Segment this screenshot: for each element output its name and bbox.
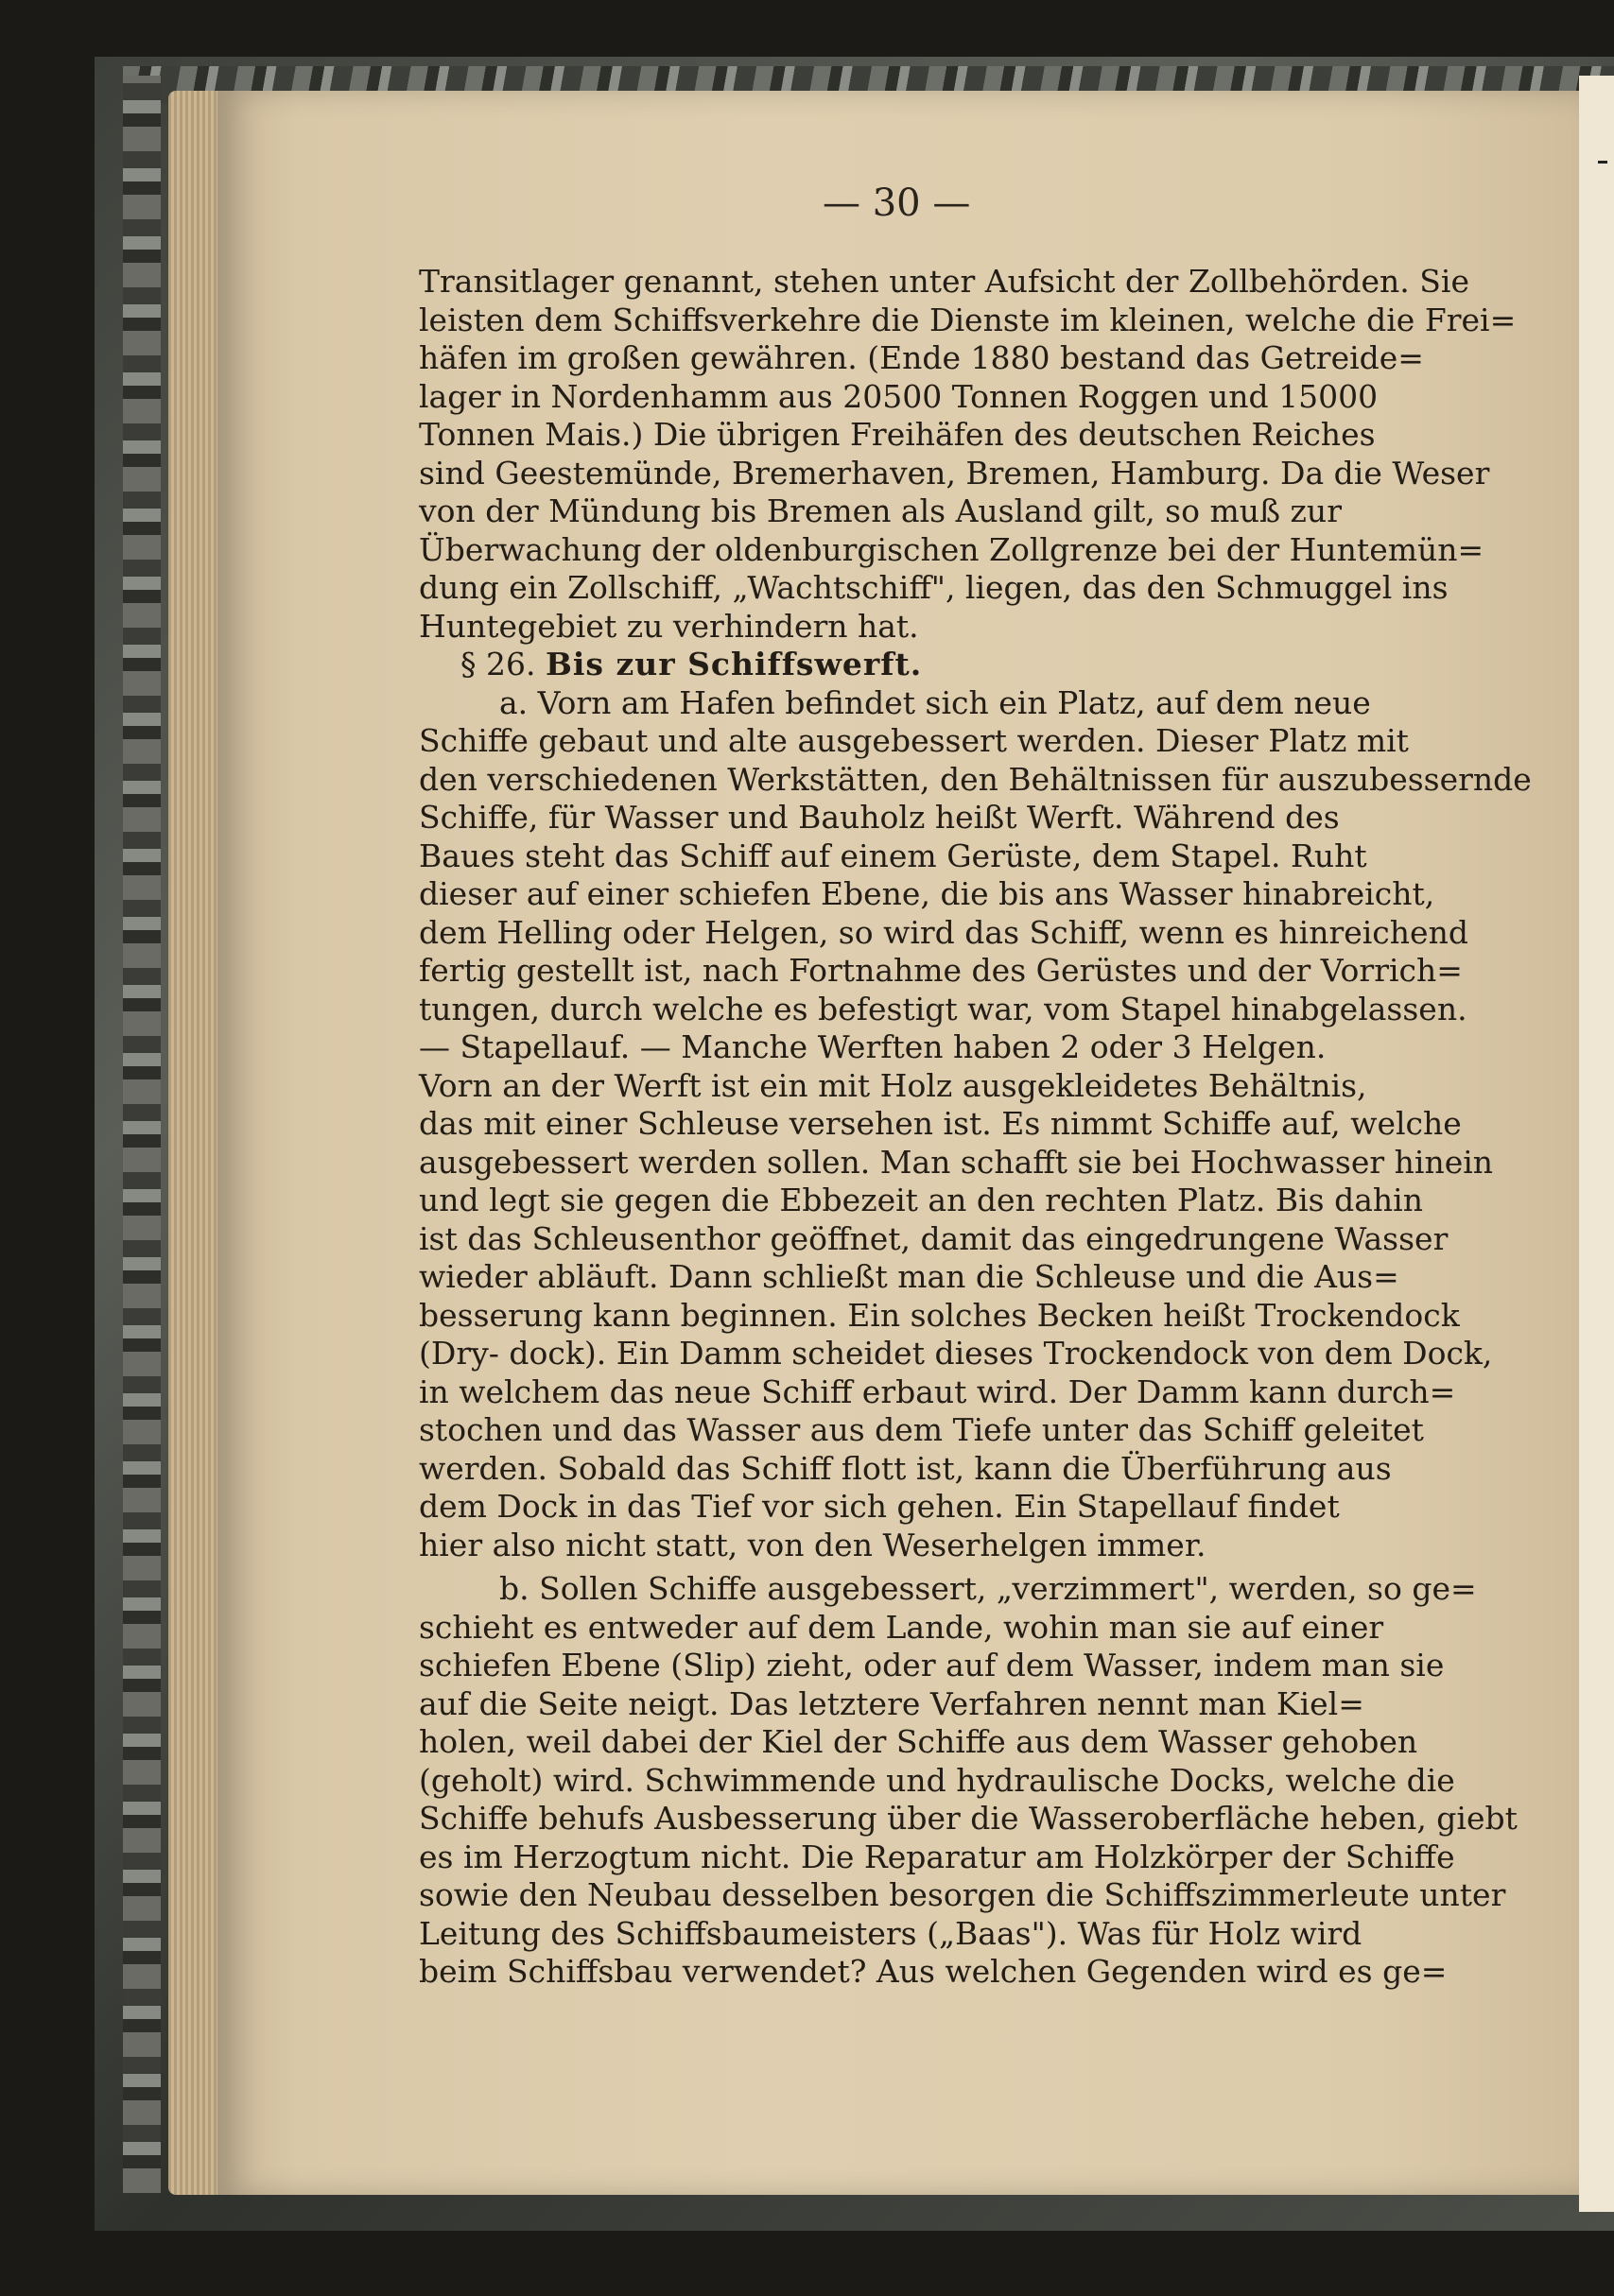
page-body: [419, 263, 1532, 1992]
marbled-edge-left: [123, 76, 161, 2193]
text-line: und legt sie gegen die Ebbezeit an den rechten Platz. Bis dahin: [419, 1182, 1423, 1218]
text-line: a. Vorn am Hafen befindet sich ein Platz, auf dem neue: [499, 683, 1371, 721]
text-line: stochen und das Wasser aus dem Tiefe unter das Schiff geleitet: [419, 1411, 1424, 1448]
text-line: — Stapellauf. — Manche Werften haben 2 oder 3 Helgen.: [419, 1028, 1327, 1065]
text-line: (Dry- dock). Ein Damm scheidet dieses Trockendock von dem Dock,: [419, 1335, 1493, 1372]
text-line: in welchem das neue Schiff erbaut wird. Der Damm kann durch=: [419, 1372, 1456, 1410]
text-line: ausgebessert werden sollen. Man schafft sie bei Hochwasser hinein: [419, 1143, 1494, 1181]
text-line: dem Dock in das Tief vor sich gehen. Ein Stapellauf findet: [419, 1488, 1340, 1525]
text-line: dieser auf einer schiefen Ebene, die bis ans Wasser hinabreicht,: [419, 875, 1435, 912]
text-line: dem Helling oder Helgen, so wird das Schiff, wenn es hinreichend: [419, 913, 1468, 951]
text-line: sowie den Neubau desselben besorgen die Schiffszimmerleute unter: [419, 1876, 1506, 1913]
text-line: werden. Sobald das Schiff flott ist, kann die Überführung aus: [419, 1449, 1392, 1487]
text-line: von der Mündung bis Bremen als Ausland gilt, so muß zur: [419, 492, 1342, 529]
text-line: das mit einer Schleuse versehen ist. Es nimmt Schiffe auf, welche: [419, 1105, 1462, 1142]
text-line: Transitlager genannt, stehen unter Aufsicht der Zollbehörden. Sie: [419, 263, 1469, 300]
text-line: Leitung des Schiffsbaumeisters („Baas"). Was für Holz wird: [419, 1914, 1362, 1952]
text-line: den verschiedenen Werkstätten, den Behältnissen für auszubessernde: [419, 760, 1532, 798]
text-line: Schiffe, für Wasser und Bauholz heißt Werft. Während des: [419, 799, 1340, 836]
opposite-page-edge: [1579, 76, 1614, 2212]
page-marker: [1598, 161, 1607, 164]
text-line: ist das Schleusenthor geöffnet, damit das eingedrungene Wasser: [419, 1219, 1449, 1257]
text-line: holen, weil dabei der Kiel der Schiffe aus dem Wasser gehoben: [419, 1723, 1418, 1760]
paragraph-b: [419, 1570, 1518, 1992]
text-line: Baues steht das Schiff auf einem Gerüste, dem Stapel. Ruht: [419, 837, 1367, 874]
text-line: Huntegebiet zu verhindern hat.: [419, 607, 919, 645]
text-line: es im Herzogtum nicht. Die Reparatur am Holzkörper der Schiffe: [419, 1838, 1455, 1875]
text-line: schiefen Ebene (Slip) zieht, oder auf dem Wasser, indem man sie: [419, 1647, 1445, 1683]
text-line: beim Schiffsbau verwendet? Aus welchen Gegenden wird es ge=: [419, 1953, 1448, 1990]
text-line: fertig gestellt ist, nach Fortnahme des Gerüstes und der Vorrich=: [419, 952, 1463, 989]
text-line: dung ein Zollschiff, „Wachtschiff", liegen, das den Schmuggel ins: [419, 569, 1449, 606]
text-line: häfen im großen gewähren. (Ende 1880 bestand das Getreide=: [419, 339, 1424, 376]
text-line: b. Sollen Schiffe ausgebessert, „verzimmert", werden, so ge=: [499, 1570, 1477, 1607]
text-line: (geholt) wird. Schwimmende und hydraulische Docks, welche die: [419, 1761, 1455, 1799]
text-line: Schiffe gebaut und alte ausgebessert werden. Dieser Platz mit: [419, 722, 1409, 759]
section-heading: [419, 646, 1449, 684]
text-line: Überwachung der oldenburgischen Zollgrenze bei der Huntemün=: [419, 530, 1484, 568]
paragraph-intro: [419, 263, 1517, 646]
text-line: sind Geestemünde, Bremerhaven, Bremen, Hamburg. Da die Weser: [419, 454, 1490, 492]
text-line: schieht es entweder auf dem Lande, wohin man sie auf einer: [419, 1608, 1384, 1646]
text-line: wieder abläuft. Dann schließt man die Schleuse und die Aus=: [419, 1258, 1399, 1295]
text-line: leisten dem Schiffsverkehre die Dienste im kleinen, welche die Frei=: [419, 301, 1517, 338]
text-line: tungen, durch welche es befestigt war, vom Stapel hinabgelassen.: [419, 990, 1467, 1027]
text-line: Tonnen Mais.) Die übrigen Freihäfen des deutschen Reiches: [419, 416, 1376, 453]
page-number: — 30 —: [823, 181, 971, 225]
text-line: lager in Nordenhamm aus 20500 Tonnen Roggen und 15000: [419, 377, 1379, 415]
text-line: besserung kann beginnen. Ein solches Becken heißt Trockendock: [419, 1296, 1460, 1334]
text-line: Vorn an der Werft ist ein mit Holz ausgekleidetes Behältnis,: [419, 1066, 1367, 1104]
paragraph-a: [419, 683, 1532, 1565]
text-line: hier also nicht statt, von den Weserhelgen immer.: [419, 1526, 1206, 1563]
text-line: auf die Seite neigt. Das letztere Verfahren nennt man Kiel=: [419, 1684, 1364, 1722]
section-number: § 26.: [460, 646, 536, 682]
text-line: Schiffe behufs Ausbesserung über die Wasseroberfläche heben, giebt: [419, 1800, 1518, 1837]
section-title: Bis zur Schiffswerft.: [545, 646, 923, 682]
